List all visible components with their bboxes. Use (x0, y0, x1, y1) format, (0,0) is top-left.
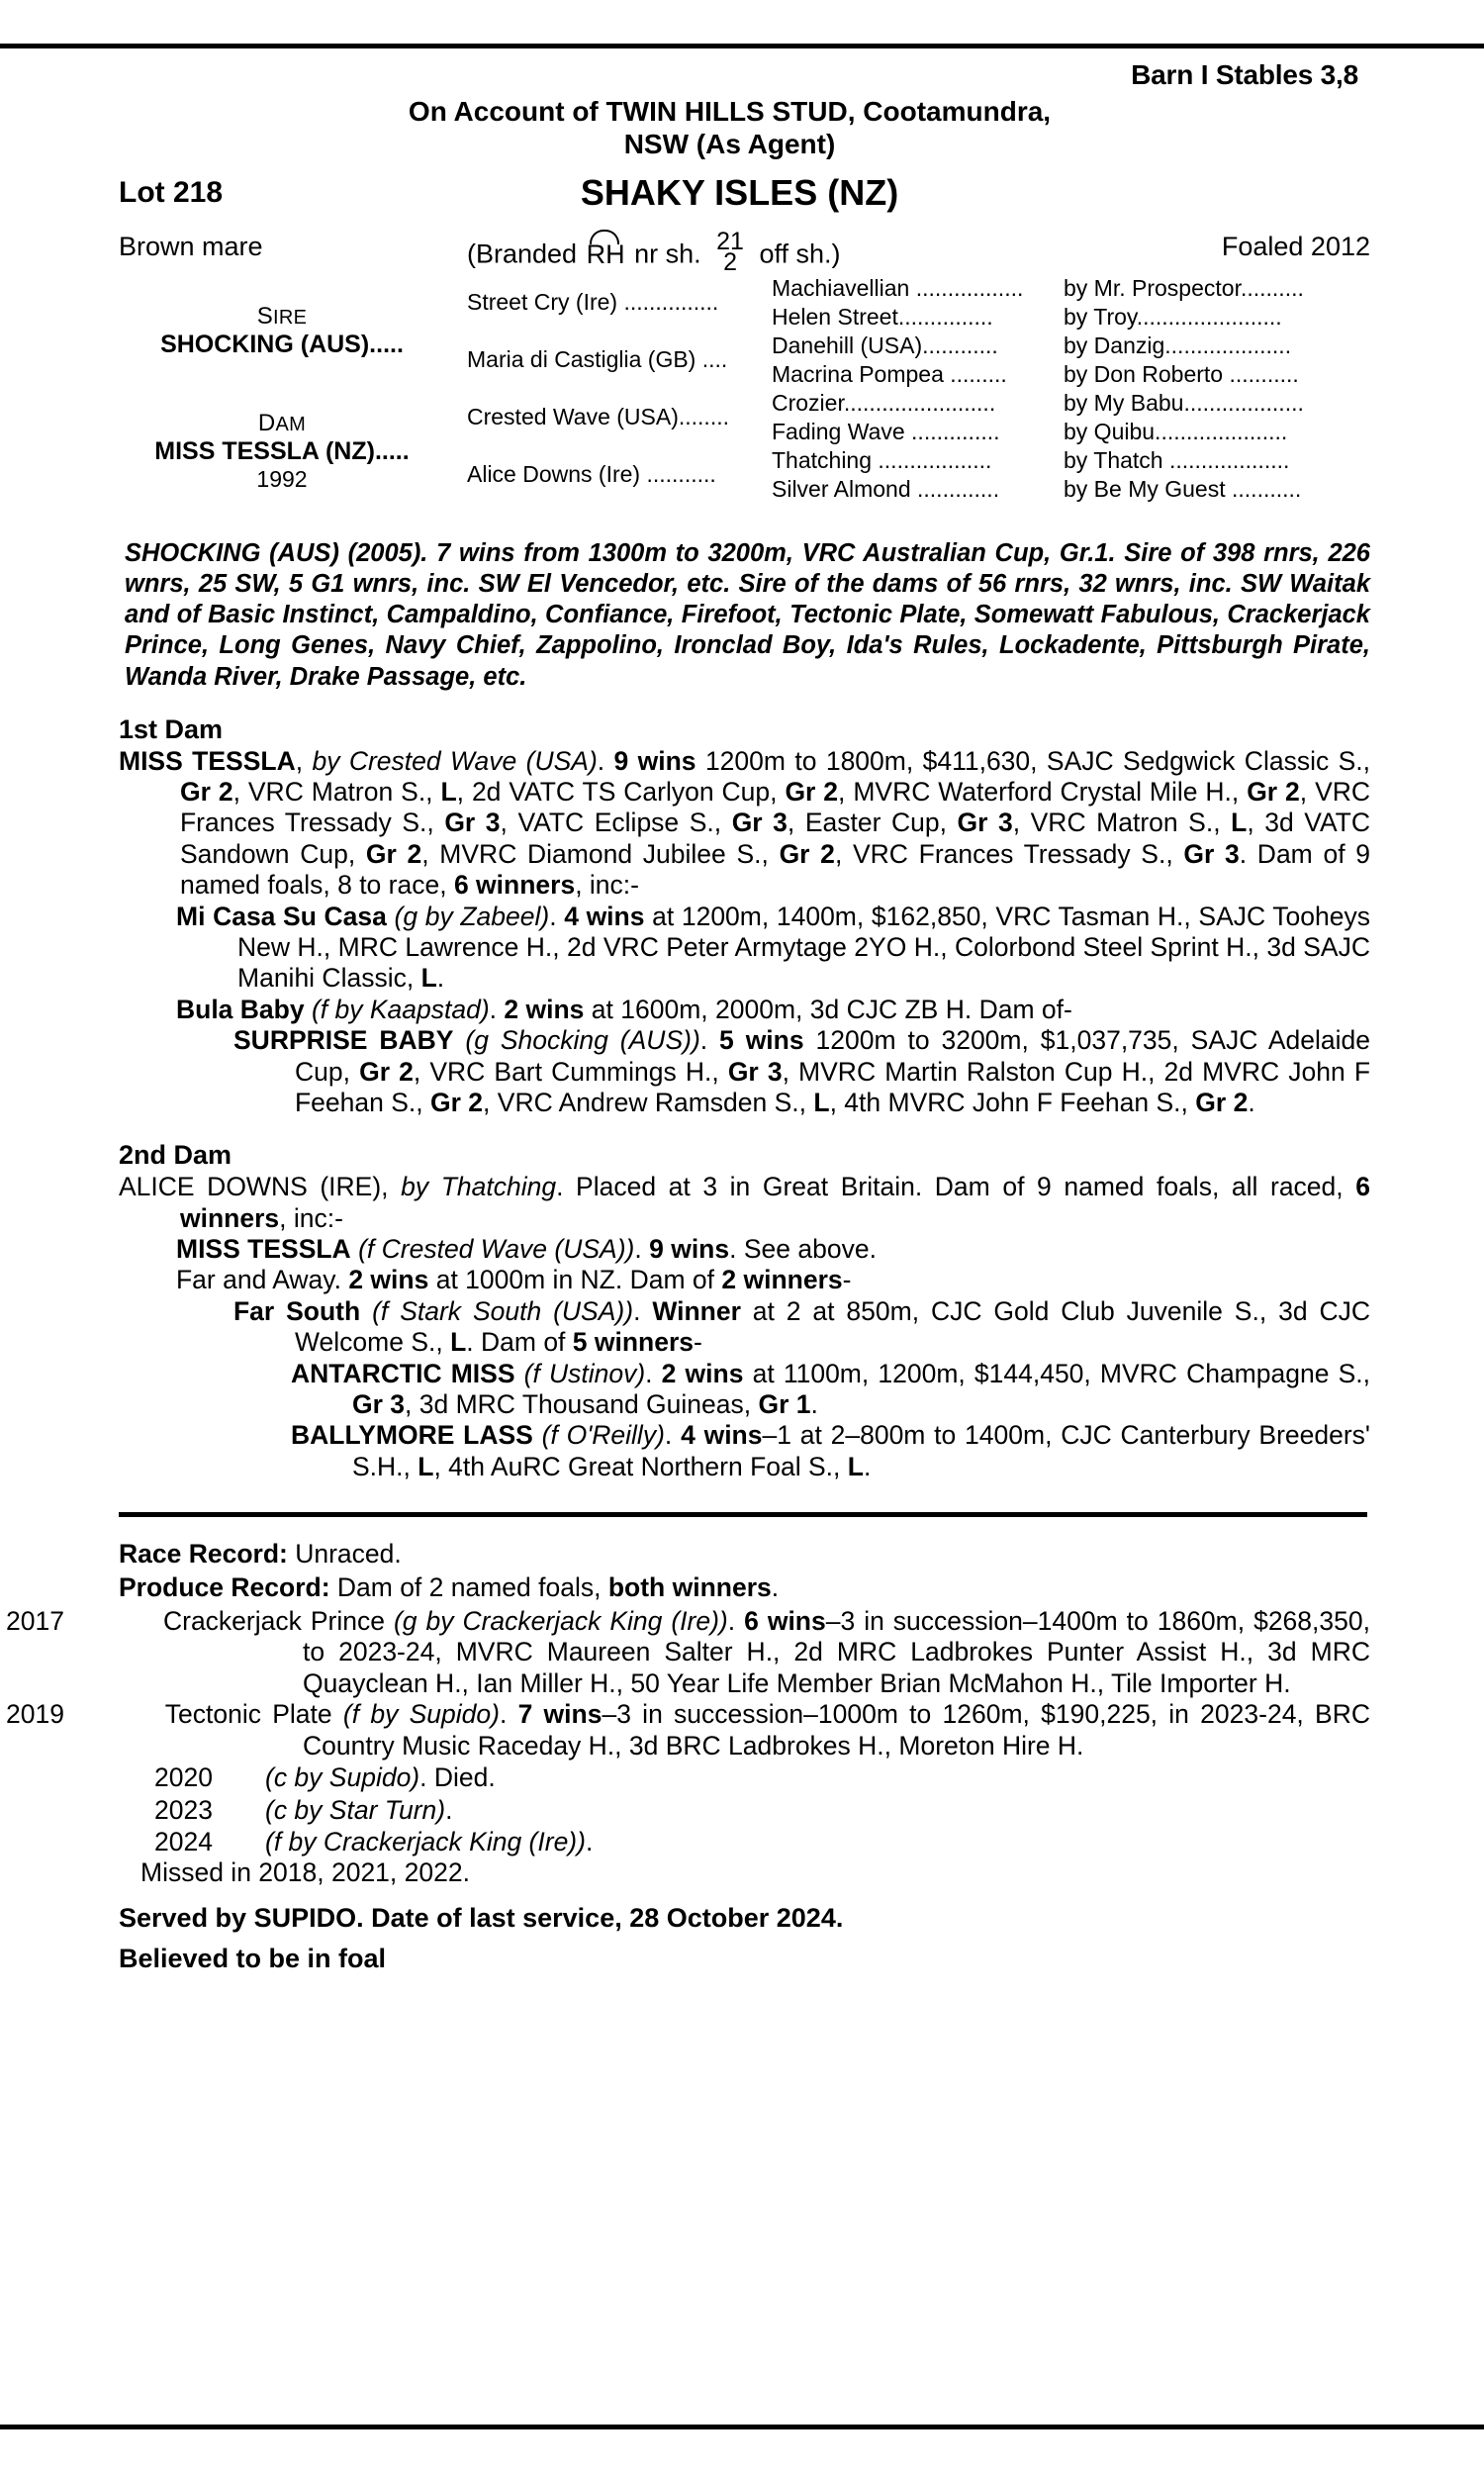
pedigree-gen3-6: Fading Wave .............. (772, 419, 1000, 445)
first-dam-main: MISS TESSLA, by Crested Wave (USA). 9 wins 1200m to 1800m, $411,630, SAJC Sedgwick Classic S., Gr 2, VRC Matron S., L, 2d VATC TS Carlyon Cup, Gr 2, MVRC Waterford Crystal Mile H., Gr 2, VRC Frances Tressady S., Gr 3, VATC Eclipse S., Gr 3, Easter Cup, Gr 3, VRC Matron S., L, 3d VATC Sandown Cup, Gr 2, MVRC Diamond Jubilee S., Gr 2, VRC Frances Tressady S., Gr 3. Dam of 9 named foals, 8 to race, 6 winners, inc:- (119, 745, 1371, 901)
progeny-sire-note: (g Shocking (AUS)) (465, 1025, 700, 1056)
progeny-sire-note: (f O'Reilly) (541, 1420, 665, 1451)
progeny-name: MISS TESSLA (176, 1234, 351, 1265)
race-record-value: Unraced. (287, 1539, 402, 1570)
progeny-sire-note: (g by Zabeel) (394, 901, 550, 931)
produce-name: Tectonic Plate (164, 1699, 343, 1730)
second-dam-progeny-2 (119, 1265, 1370, 1295)
progeny-sire-note: (f by Kaapstad) (311, 994, 490, 1024)
horse-description-row (119, 220, 1370, 276)
dam-sire-cell: Crested Wave (USA)........ (467, 404, 729, 430)
pedigree-gen3-4: Macrina Pompea ......... (772, 361, 1007, 388)
dam-main-name: MISS TESSLA (119, 745, 296, 776)
progeny-details: . 4 wins at 1200m, 1400m, $162,850, VRC Tasman H., SAJC Tooheys New H., MRC Lawrence H., 2d VRC Peter Armytage 2YO H., Colorbond Steel Sprint H., 3d SAJC Manihi Classic, L. (237, 901, 1370, 994)
progeny-details: . 4 wins–1 at 2–800m to 1400m, CJC Canterbury Breeders' S.H., L, 4th AuRC Great Northern Foal S., L. (352, 1420, 1370, 1481)
sire-cell (119, 303, 445, 359)
sire-dam-cell: Maria di Castiglia (GB) .... (467, 346, 728, 373)
produce-record-line (119, 1572, 1370, 1604)
progeny-name: Far and Away. (176, 1265, 341, 1295)
missed-years-line: Missed in 2018, 2021, 2022. (140, 1857, 470, 1888)
race-record-line (119, 1539, 1370, 1570)
produce-sire-note: (g by Crackerjack King (Ire)) (393, 1605, 728, 1636)
progeny-name: Mi Casa Su Casa (176, 901, 387, 931)
progeny-name: ANTARCTIC MISS (291, 1358, 515, 1388)
produce-year: 2023 (154, 1794, 213, 1825)
produce-record-label: Produce Record: (119, 1572, 330, 1602)
produce-foal-2023 (119, 1794, 1370, 1826)
pedigree-gen3-7: Thatching .................. (772, 447, 992, 474)
produce-details: . 7 wins–3 in succession–1000m to 1260m, $190,225, in 2023-24, BRC Country Music Raceday H., 3d BRC Ladbrokes H., Moreton Hire H. (303, 1699, 1370, 1760)
progeny-sire-note: (f Crested Wave (USA)) (358, 1234, 635, 1265)
brand-mark-icon (587, 239, 625, 270)
branded-mid-label: nr sh. (634, 238, 701, 269)
progeny-details: . 9 wins. See above. (634, 1234, 877, 1265)
progeny-details: . 2 wins at 1600m, 2000m, 3d CJC ZB H. Dam of- (489, 994, 1072, 1024)
progeny-sire-note: (f Stark South (USA)) (372, 1295, 634, 1326)
produce-details: . Died. (419, 1762, 496, 1793)
produce-foal-2020 (119, 1761, 1370, 1793)
brand-number-fraction (716, 228, 744, 276)
colour-and-sex: Brown mare (119, 232, 263, 262)
dam-dam-cell: Alice Downs (Ire) ........... (467, 461, 716, 488)
page-content (6, 59, 1371, 1974)
produce-record-text-a: Dam of 2 named foals, (329, 1572, 608, 1602)
pedigree-gen4-2: by Troy....................... (1064, 304, 1282, 331)
lot-number: Lot 218 (119, 176, 224, 210)
pedigree-gen4-5: by My Babu................... (1064, 390, 1304, 417)
brand-letters: RH (586, 238, 625, 269)
produce-details: . (445, 1794, 453, 1825)
branding-details (467, 228, 841, 276)
progeny-sire-note: (f Ustinov) (523, 1358, 646, 1388)
branded-suffix-label: off sh.) (759, 238, 841, 269)
first-dam-progeny-1 (119, 902, 1370, 995)
progeny-details: . 2 wins at 1100m, 1200m, $144,450, MVRC Champagne S., Gr 3, 3d MRC Thousand Guineas, Gr 1. (352, 1358, 1370, 1420)
produce-year: 2020 (154, 1762, 213, 1793)
brand-arc-icon (590, 230, 619, 244)
pedigree-gen4-6: by Quibu..................... (1064, 419, 1288, 445)
lot-and-name-row (119, 172, 1370, 220)
second-dam-progeny-5 (119, 1420, 1370, 1482)
page-title: SHAKY ISLES (NZ) (580, 172, 899, 214)
section-divider (119, 1512, 1367, 1517)
produce-sire-note: (c by Supido) (265, 1762, 420, 1793)
produce-sire-note: (c by Star Turn) (265, 1794, 446, 1825)
sire-name: SHOCKING (AUS)..... (160, 331, 404, 359)
progeny-name: Bula Baby (176, 994, 305, 1024)
sire-tag-label: SIRE (256, 303, 308, 331)
second-dam-name: ALICE DOWNS (IRE) (119, 1172, 382, 1202)
pedigree-gen3-2: Helen Street............... (772, 304, 993, 331)
progeny-name: SURPRISE BABY (233, 1025, 454, 1056)
pedigree-gen3-1: Machiavellian ................. (772, 275, 1024, 302)
first-dam-progeny-2 (119, 995, 1370, 1025)
pedigree-gen4-3: by Danzig.................... (1064, 333, 1292, 359)
progeny-details: . 5 wins 1200m to 3200m, $1,037,735, SAJC Adelaide Cup, Gr 2, VRC Bart Cummings H., Gr 3, MVRC Martin Ralston Cup H., 2d MVRC John F Feehan S., Gr 2, VRC Andrew Ramsden S., L, 4th MVRC John F Feehan S., Gr 2. (295, 1025, 1371, 1117)
produce-sire-note: (f by Supido) (342, 1699, 500, 1730)
brand-numerator: 21 (716, 228, 744, 256)
produce-year: 2024 (154, 1827, 213, 1857)
dam-main-details: 9 wins 1200m to 1800m, $411,630, SAJC Sedgwick Classic S., Gr 2, VRC Matron S., L, 2d VATC TS Carlyon Cup, Gr 2, MVRC Waterford Crystal Mile H., Gr 2, VRC Frances Tressady S., Gr 3, VATC Eclipse S., Gr 3, Easter Cup, Gr 3, VRC Matron S., L, 3d VATC Sandown Cup, Gr 2, MVRC Diamond Jubilee S., Gr 2, VRC Frances Tressady S., Gr 3. Dam of 9 named foals, 8 to race, 6 winners, inc:- (180, 745, 1371, 901)
page-bottom-rule (0, 2425, 1484, 2429)
produce-record-both-winners: both winners (607, 1572, 772, 1602)
race-record-label: Race Record: (119, 1539, 288, 1570)
second-dam-heading: 2nd Dam (119, 1140, 232, 1171)
second-dam-progeny-3 (119, 1296, 1370, 1359)
pedigree-table (119, 275, 1370, 523)
produce-name: Crackerjack Prince (162, 1605, 394, 1636)
produce-foal-2019: 2019 Tectonic Plate (f by Supido). 7 wins–3 in succession–1000m to 1260m, $190,225, in 2023-24, BRC Country Music Raceday H., 3d BRC Ladbrokes H., Moreton Hire H. (6, 1699, 1370, 1760)
second-dam-progeny-1 (119, 1234, 1370, 1265)
second-dam-main: ALICE DOWNS (IRE), by Thatching. Placed at 3 in Great Britain. Dam of 9 named foals, all raced, 6 winners, inc:- (119, 1172, 1370, 1233)
produce-record-text-c: . (771, 1572, 780, 1602)
dam-year: 1992 (256, 466, 308, 493)
foaled-year: Foaled 2012 (1221, 232, 1370, 262)
account-line-1: On Account of TWIN HILLS STUD, Cootamundra, (408, 96, 1052, 127)
second-dam-by: by Thatching (401, 1172, 557, 1202)
pedigree-gen4-1: by Mr. Prospector.......... (1064, 275, 1304, 302)
second-dam-progeny-4 (119, 1359, 1370, 1421)
first-dam-heading: 1st Dam (119, 714, 224, 744)
progeny-name: BALLYMORE LASS (291, 1420, 533, 1451)
dam-name: MISS TESSLA (NZ)..... (154, 437, 410, 466)
pedigree-gen3-5: Crozier........................ (772, 390, 996, 417)
produce-details: . 6 wins–3 in succession–1400m to 1860m, $268,350, to 2023-24, MVRC Maureen Salter H., 2d MRC Ladbrokes Punter Assist H., 3d MRC Quayclean H., Ian Miller H., 50 Year Life Member Brian McMahon H., Tile Importer H. (303, 1605, 1370, 1698)
branded-prefix-label: (Branded (467, 238, 578, 269)
pedigree-gen3-8: Silver Almond ............. (772, 476, 1000, 503)
produce-details: . (585, 1827, 594, 1857)
dam-cell (119, 410, 445, 493)
dam-tag-label: DAM (257, 410, 307, 437)
pedigree-gen4-4: by Don Roberto ........... (1064, 361, 1299, 388)
in-foal-status: Believed to be in foal (119, 1944, 387, 1974)
sire-sire-cell: Street Cry (Ire) ............... (467, 289, 719, 316)
dam-main-by: by Crested Wave (USA) (312, 745, 598, 776)
served-by-line: Served by SUPIDO. Date of last service, 28 October 2024. (119, 1903, 844, 1934)
produce-foal-2024 (119, 1826, 1370, 1857)
progeny-name: Far South (233, 1295, 361, 1326)
account-line-2: NSW (As Agent) (623, 129, 836, 160)
barn-stables-label: Barn I Stables 3,8 (1131, 59, 1358, 90)
page-top-rule (0, 44, 1484, 48)
progeny-details: 2 wins at 1000m in NZ. Dam of 2 winners- (348, 1265, 852, 1295)
second-dam-details: Placed at 3 in Great Britain. Dam of 9 named foals, all raced, 6 winners, inc:- (180, 1172, 1370, 1233)
sire-summary-paragraph: SHOCKING (AUS) (2005). 7 wins from 1300m to 3200m, VRC Australian Cup, Gr.1. Sire of 398 rnrs, 226 wnrs, 25 SW, 5 G1 wnrs, inc. SW El Vencedor, etc. Sire of the dams of 56 rnrs, 32 wnrs, inc. SW Waitak and of Basic Instinct, Campaldino, Confiance, Firefoot, Tectonic Plate, Somewatt Fabulous, Crackerjack Prince, Long Genes, Navy Chief, Zappolino, Ironclad Boy, Ida's Rules, Lockadente, Pittsburgh Pirate, Wanda River, Drake Passage, etc. (125, 539, 1370, 691)
produce-foal-2017: 2017 Crackerjack Prince (g by Crackerjack King (Ire)). 6 wins–3 in succession–1400m to 1860m, $268,350, to 2023-24, MVRC Maureen Salter H., 2d MRC Ladbrokes Punter Assist H., 3d MRC Quayclean H., Ian Miller H., 50 Year Life Member Brian McMahon H., Tile Importer H. (6, 1605, 1370, 1698)
progeny-details: . Winner at 2 at 850m, CJC Gold Club Juvenile S., 3d CJC Welcome S., L. Dam of 5 winners- (295, 1295, 1370, 1358)
first-dam-progeny-3 (119, 1025, 1370, 1118)
pedigree-gen4-8: by Be My Guest ........... (1064, 476, 1302, 503)
pedigree-gen4-7: by Thatch ................... (1064, 447, 1290, 474)
brand-denominator: 2 (723, 247, 738, 276)
pedigree-gen3-3: Danehill (USA)............ (772, 333, 998, 359)
produce-sire-note: (f by Crackerjack King (Ire)) (265, 1827, 586, 1857)
account-of-vendor (119, 95, 1370, 160)
